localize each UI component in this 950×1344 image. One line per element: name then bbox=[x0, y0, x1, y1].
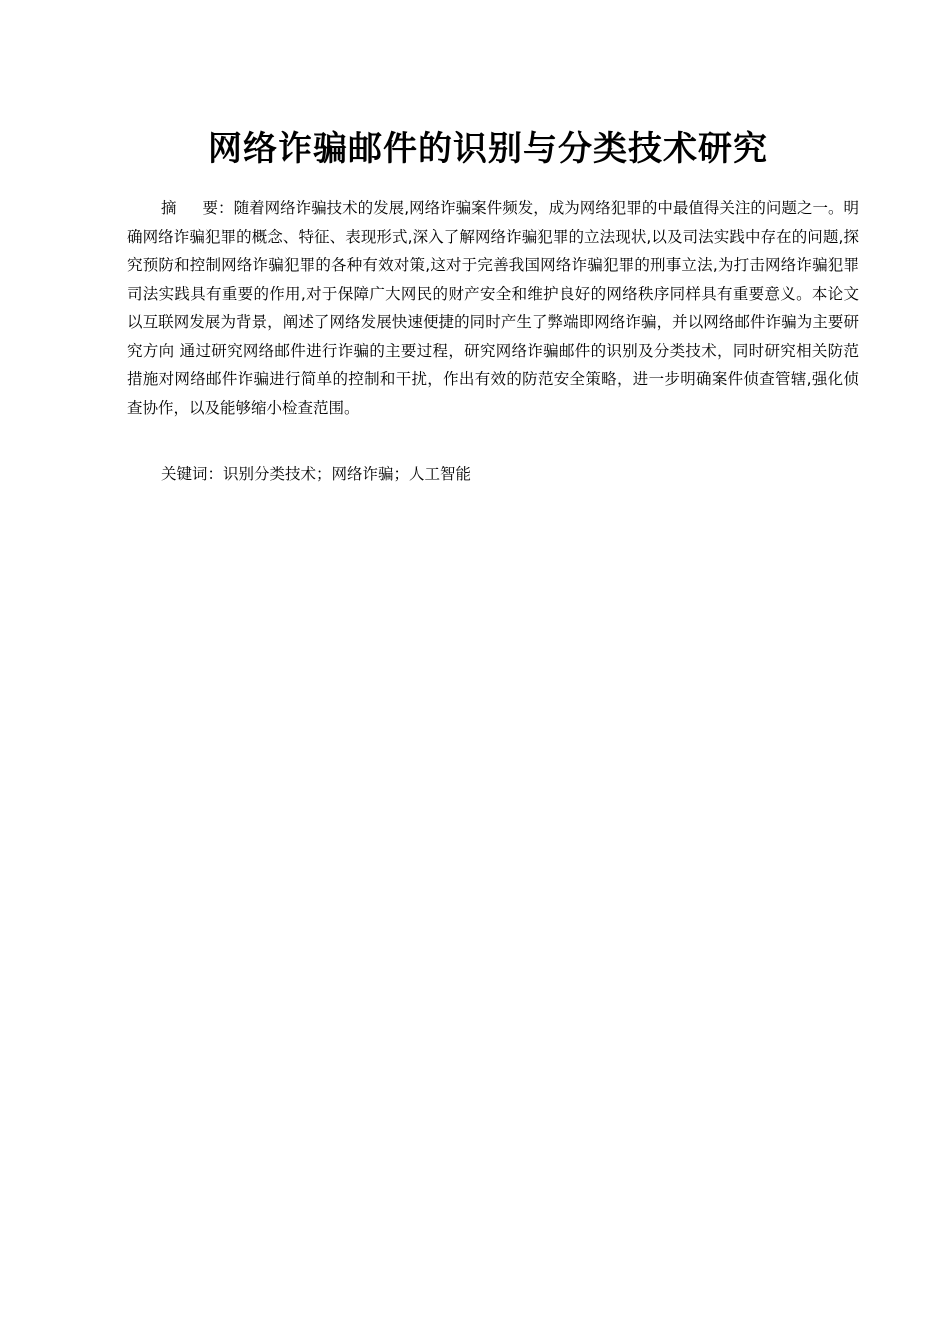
keywords-line bbox=[161, 460, 471, 488]
abstract-paragraph bbox=[127, 194, 859, 422]
abstract-label-2: 要： bbox=[202, 199, 234, 217]
paper-title: 网络诈骗邮件的识别与分类技术研究 bbox=[208, 129, 768, 169]
keywords-label: 关键词： bbox=[161, 465, 224, 483]
abstract-label-1: 摘 bbox=[161, 199, 177, 217]
keywords-text: 识别分类技术；网络诈骗；人工智能 bbox=[223, 465, 472, 483]
abstract-text: 随着网络诈骗技术的发展,网络诈骗案件频发，成为网络犯罪的中最值得关注的问题之一。明确网络诈骗犯罪的概念、特征、表现形式,深入了解网络诈骗犯罪的立法现状,以及司法实践中存在的问题,探究预防和控制网络诈骗犯罪的各种有效对策,这对于完善我国网络诈骗犯罪的刑事立法,为打击网络诈骗犯罪司法实践具有重要的作用,对于保障广大网民的财产安全和维护良好的网络秩序同样具有重要意义。本论文以互联网发展为背景，阐述了网络发展快速便捷的同时产生了弊端即网络诈骗，并以网络邮件诈骗为主要研究方向 通过研究网络邮件进行诈骗的主要过程，研究网络诈骗邮件的识别及分类技术，同时研究相关防范措施对网络邮件诈骗进行简单的控制和干扰，作出有效的防范安全策略，进一步明确案件侦查管辖,强化侦查协作，以及能够缩小检查范围。 bbox=[127, 199, 859, 417]
